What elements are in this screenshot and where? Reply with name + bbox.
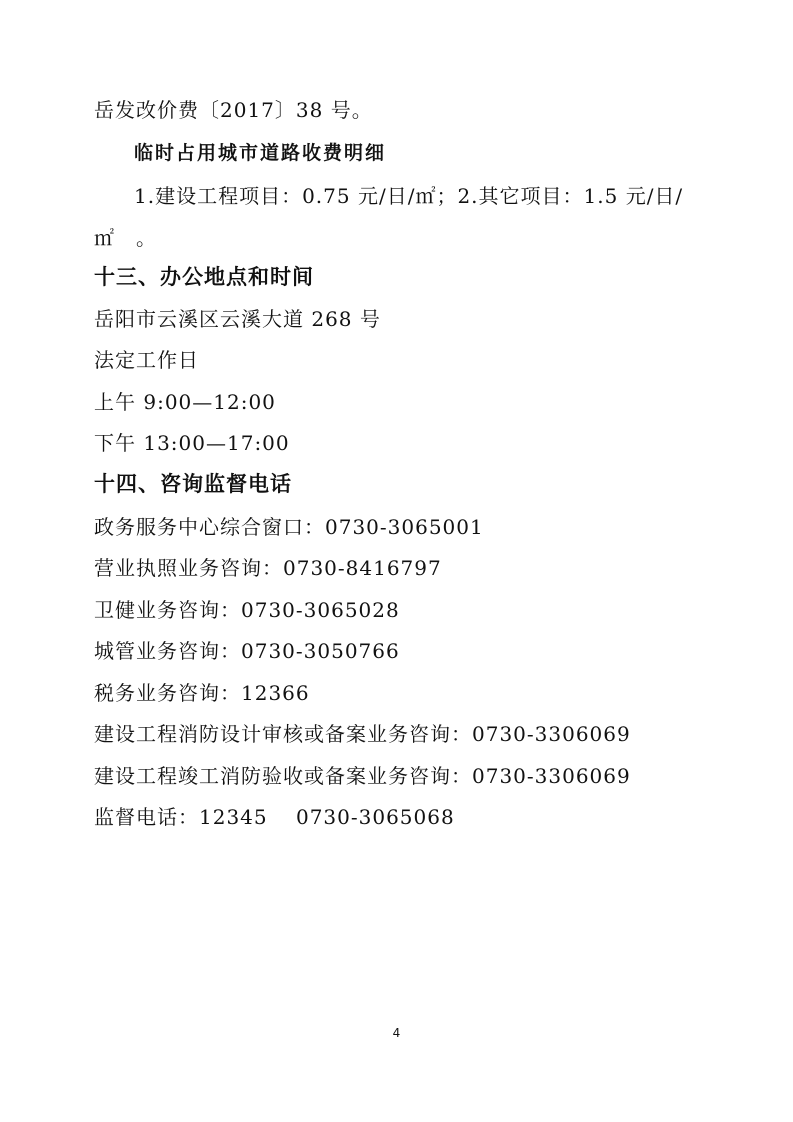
contacts-heading: 十四、咨询监督电话 [94, 472, 292, 496]
contact-line: 税务业务咨询：12366 [94, 681, 310, 705]
contact-line: 城管业务咨询：0730-3050766 [94, 639, 400, 663]
contact-line: 政务服务中心综合窗口：0730-3065001 [94, 515, 484, 539]
office-afternoon-hours: 下午 13:00—17:00 [94, 431, 290, 455]
contact-line: 建设工程竣工消防验收或备案业务咨询：0730-3306069 [94, 764, 631, 788]
office-address: 岳阳市云溪区云溪大道 268 号 [94, 307, 381, 331]
contact-line: 监督电话：12345 0730-3065068 [94, 805, 455, 829]
page-number: 4 [392, 1026, 401, 1040]
office-heading: 十三、办公地点和时间 [94, 265, 314, 289]
fee-detail-line-1: 1.建设工程项目：0.75 元/日/㎡；2.其它项目：1.5 元/日/ [134, 184, 684, 208]
fee-detail-line-2: ㎡ 。 [94, 226, 157, 250]
office-workdays: 法定工作日 [94, 348, 199, 372]
fee-basis-text: 岳发改价费〔2017〕38 号。 [94, 98, 373, 122]
contact-line: 营业执照业务咨询：0730-8416797 [94, 556, 442, 580]
contact-line: 建设工程消防设计审核或备案业务咨询：0730-3306069 [94, 722, 631, 746]
contact-line: 卫健业务咨询：0730-3065028 [94, 598, 400, 622]
office-morning-hours: 上午 9:00—12:00 [94, 390, 276, 414]
fee-detail-title: 临时占用城市道路收费明细 [134, 142, 387, 164]
